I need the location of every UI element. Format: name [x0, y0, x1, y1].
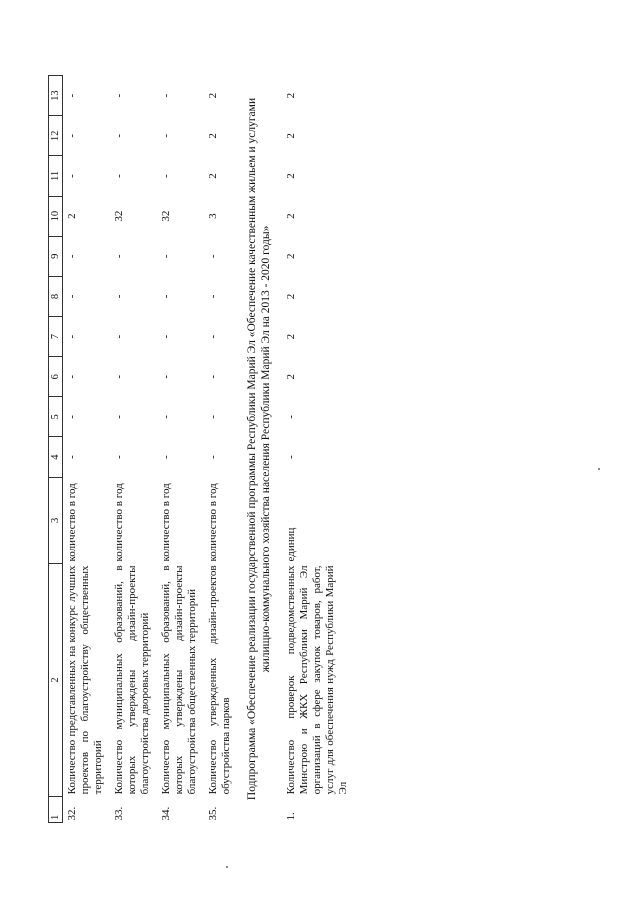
value-cell: - [285, 455, 297, 459]
value-cell: - [160, 415, 172, 419]
subprogram-row [238, 76, 282, 823]
column-number-header: 2 [49, 563, 63, 796]
value-cell: - [66, 133, 78, 138]
indicator-description: Количество проверок подведомственных Минстрою и ЖКХ Республики Марий Эл организаций в сфере закупок товаров, работ, услуг для обеспечения нужд Республики Марий Эл [285, 565, 349, 795]
row-number: 33. [113, 806, 125, 821]
value-cell: - [113, 294, 125, 299]
scan-speck [598, 468, 600, 470]
value-cell: - [113, 174, 125, 178]
value-cell: - [207, 455, 219, 459]
row-number: 32. [66, 806, 78, 821]
column-number-header: 6 [49, 357, 63, 397]
value-cell: - [113, 334, 125, 339]
value-cell: - [66, 455, 78, 459]
value-cell: - [66, 93, 78, 98]
value-cell: 3 [207, 213, 219, 219]
value-cell: - [207, 254, 219, 259]
value-cell: - [113, 133, 125, 138]
row-number: 34. [160, 806, 172, 821]
value-cell: - [113, 254, 125, 259]
value-cell: - [66, 294, 78, 299]
column-number-header: 12 [49, 116, 63, 156]
value-cell: - [160, 374, 172, 379]
value-cell: - [207, 374, 219, 379]
column-number-header: 9 [49, 236, 63, 276]
table-row [204, 76, 238, 823]
column-number-header: 8 [49, 276, 63, 316]
unit-cell: количество в год [160, 483, 172, 562]
column-number-header: 5 [49, 397, 63, 437]
value-cell: - [113, 93, 125, 98]
value-cell: - [66, 174, 78, 178]
scan-speck [226, 866, 228, 868]
value-cell: 2 [285, 374, 297, 380]
value-cell: - [207, 334, 219, 339]
page-number [5, 0, 21, 855]
table-row [282, 76, 355, 823]
column-number-header: 13 [49, 76, 63, 116]
column-number-header: 7 [49, 317, 63, 357]
indicators-table [48, 75, 355, 823]
unit-cell: количество в год [113, 483, 125, 562]
row-number: 1. [285, 812, 297, 821]
value-cell: 2 [285, 333, 297, 340]
table-row [110, 76, 157, 823]
value-cell: - [285, 415, 297, 419]
value-cell: - [160, 93, 172, 98]
value-cell: - [160, 133, 172, 138]
value-cell: 2 [66, 213, 78, 219]
value-cell: 2 [285, 92, 297, 99]
value-cell: 2 [207, 173, 219, 179]
value-cell: - [207, 415, 219, 419]
indicator-description: Количество представленных на конкурс лучших проектов по благоустройству общественных территорий [66, 565, 104, 795]
value-cell: - [66, 415, 78, 419]
value-cell: - [160, 174, 172, 178]
value-cell: 2 [285, 213, 297, 219]
table-row [157, 76, 204, 823]
value-cell: 2 [285, 133, 297, 139]
unit-cell: количество в год [207, 483, 219, 562]
value-cell: - [66, 254, 78, 259]
column-number-header: 11 [49, 156, 63, 196]
value-cell: - [207, 294, 219, 299]
value-cell: - [160, 294, 172, 299]
value-cell: - [113, 415, 125, 419]
value-cell: 2 [285, 173, 297, 179]
value-cell: - [113, 455, 125, 459]
subprogram-heading: Подпрограмма «Обеспечение реализации государственной программы Республики Марий Эл «Обеспечение качественным жильем и услугами жилищно-коммунального хозяйства населения Республики Марий Эл на 2013 - 2020 годы» [246, 97, 272, 801]
unit-cell: единиц [285, 527, 297, 562]
value-cell: - [113, 374, 125, 379]
column-number-header: 1 [49, 796, 63, 822]
value-cell: 2 [207, 133, 219, 139]
column-number-header: 3 [49, 477, 63, 563]
value-cell: 2 [285, 253, 297, 260]
value-cell: - [160, 254, 172, 259]
indicator-description: Количество муниципальных образований, в которых утверждены дизайн-проекты благоустройства общественных территорий [160, 565, 198, 795]
column-number-header: 10 [49, 196, 63, 236]
value-cell: 32 [113, 210, 125, 222]
indicator-description: Количество утвержденных дизайн-проектов обустройства парков [207, 565, 232, 795]
value-cell: 32 [160, 210, 172, 222]
row-number: 35. [207, 806, 219, 821]
unit-cell: количество в год [66, 483, 78, 562]
value-cell: - [66, 334, 78, 339]
table-row [63, 76, 111, 823]
value-cell: - [160, 334, 172, 339]
column-number-header: 4 [49, 437, 63, 477]
value-cell: - [66, 374, 78, 379]
value-cell: 2 [207, 92, 219, 99]
value-cell: - [160, 455, 172, 459]
header-row [49, 76, 63, 823]
value-cell: 2 [285, 293, 297, 300]
indicator-description: Количество муниципальных образований, в которых утверждены дизайн-проекты благоустройства дворовых территорий [113, 565, 151, 795]
